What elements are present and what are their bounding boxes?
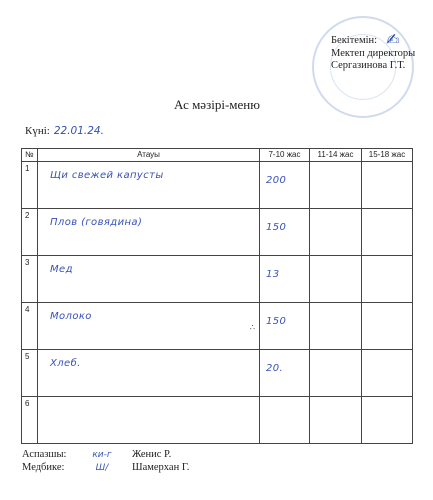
row-num: 3 [22, 256, 38, 303]
row-name: Хлеб. [50, 358, 81, 369]
row-qty-7-10: 20. [266, 363, 284, 374]
table-row [22, 303, 413, 350]
row-qty-7-10-cell [260, 256, 310, 303]
cook-role: Аспазшы: [22, 449, 67, 460]
row-num: 5 [22, 350, 38, 397]
row-qty-15-18-cell [362, 209, 413, 256]
director-signature: ✍ [386, 30, 400, 49]
row-qty-15-18-cell [362, 350, 413, 397]
row-qty-11-14-cell [310, 209, 362, 256]
approval-position: Мектеп директоры [331, 47, 416, 59]
row-qty-15-18-cell [362, 303, 413, 350]
row-qty-15-18-cell [362, 256, 413, 303]
cook-signature: ки-г [92, 450, 112, 460]
row-qty-7-10: 150 [266, 222, 287, 233]
date-row [25, 125, 104, 137]
row-name: Мед [50, 264, 73, 275]
nurse-signature-row [22, 462, 189, 475]
header-age-15-18: 15-18 жас [362, 149, 413, 162]
row-qty-11-14-cell [310, 350, 362, 397]
row-num: 2 [22, 209, 38, 256]
row-qty-7-10-cell [260, 350, 310, 397]
row-qty-7-10: 200 [266, 175, 287, 186]
row-name-cell [38, 162, 260, 209]
menu-table [21, 148, 413, 444]
cook-name: Женис Р. [132, 449, 172, 460]
table-row [22, 350, 413, 397]
header-age-7-10: 7-10 жас [260, 149, 310, 162]
row-name: Плов (говядина) [50, 217, 143, 228]
row-qty-7-10-cell [260, 209, 310, 256]
row-qty-11-14-cell [310, 256, 362, 303]
table-header-row [22, 149, 413, 162]
row-name-cell [38, 303, 260, 350]
row-qty-7-10-cell [260, 397, 310, 444]
header-name: Атауы [38, 149, 260, 162]
row-name-cell [38, 397, 260, 444]
row-qty-7-10-cell [260, 303, 310, 350]
signature-block [22, 449, 189, 474]
header-num: № [22, 149, 38, 162]
row-qty-11-14-cell [310, 303, 362, 350]
row-mark: ∴ [249, 323, 255, 332]
row-name-cell [38, 256, 260, 303]
row-qty-7-10-cell [260, 162, 310, 209]
table-row [22, 397, 413, 444]
row-qty-7-10: 13 [266, 269, 280, 280]
row-qty-11-14-cell [310, 397, 362, 444]
nurse-signature: Ш/ [95, 462, 109, 473]
row-name: Щи свежей капусты [50, 170, 164, 181]
approval-name: Сергазинова Г.Т. [331, 60, 406, 71]
table-row [22, 209, 413, 256]
header-age-11-14: 11-14 жас [310, 149, 362, 162]
row-name-cell [38, 209, 260, 256]
row-name-cell [38, 350, 260, 397]
nurse-role: Медбике: [22, 461, 65, 473]
date-value: 22.01.24. [53, 125, 104, 137]
row-num: 1 [22, 162, 38, 209]
row-num: 4 [22, 303, 38, 350]
row-qty-7-10: 150 [266, 316, 287, 327]
cook-signature-row [22, 449, 189, 462]
row-num: 6 [22, 397, 38, 444]
row-qty-15-18-cell [362, 397, 413, 444]
date-label: Күні: [25, 125, 50, 137]
approval-label: Бекітемін: [331, 35, 378, 46]
row-qty-11-14-cell [310, 162, 362, 209]
row-qty-15-18-cell [362, 162, 413, 209]
table-row [22, 162, 413, 209]
page-title: Ас мәзірі-меню [174, 97, 260, 112]
nurse-name: Шамерхан Г. [132, 461, 190, 473]
row-name: Молоко [50, 311, 92, 322]
approval-block [331, 35, 415, 73]
table-row [22, 256, 413, 303]
